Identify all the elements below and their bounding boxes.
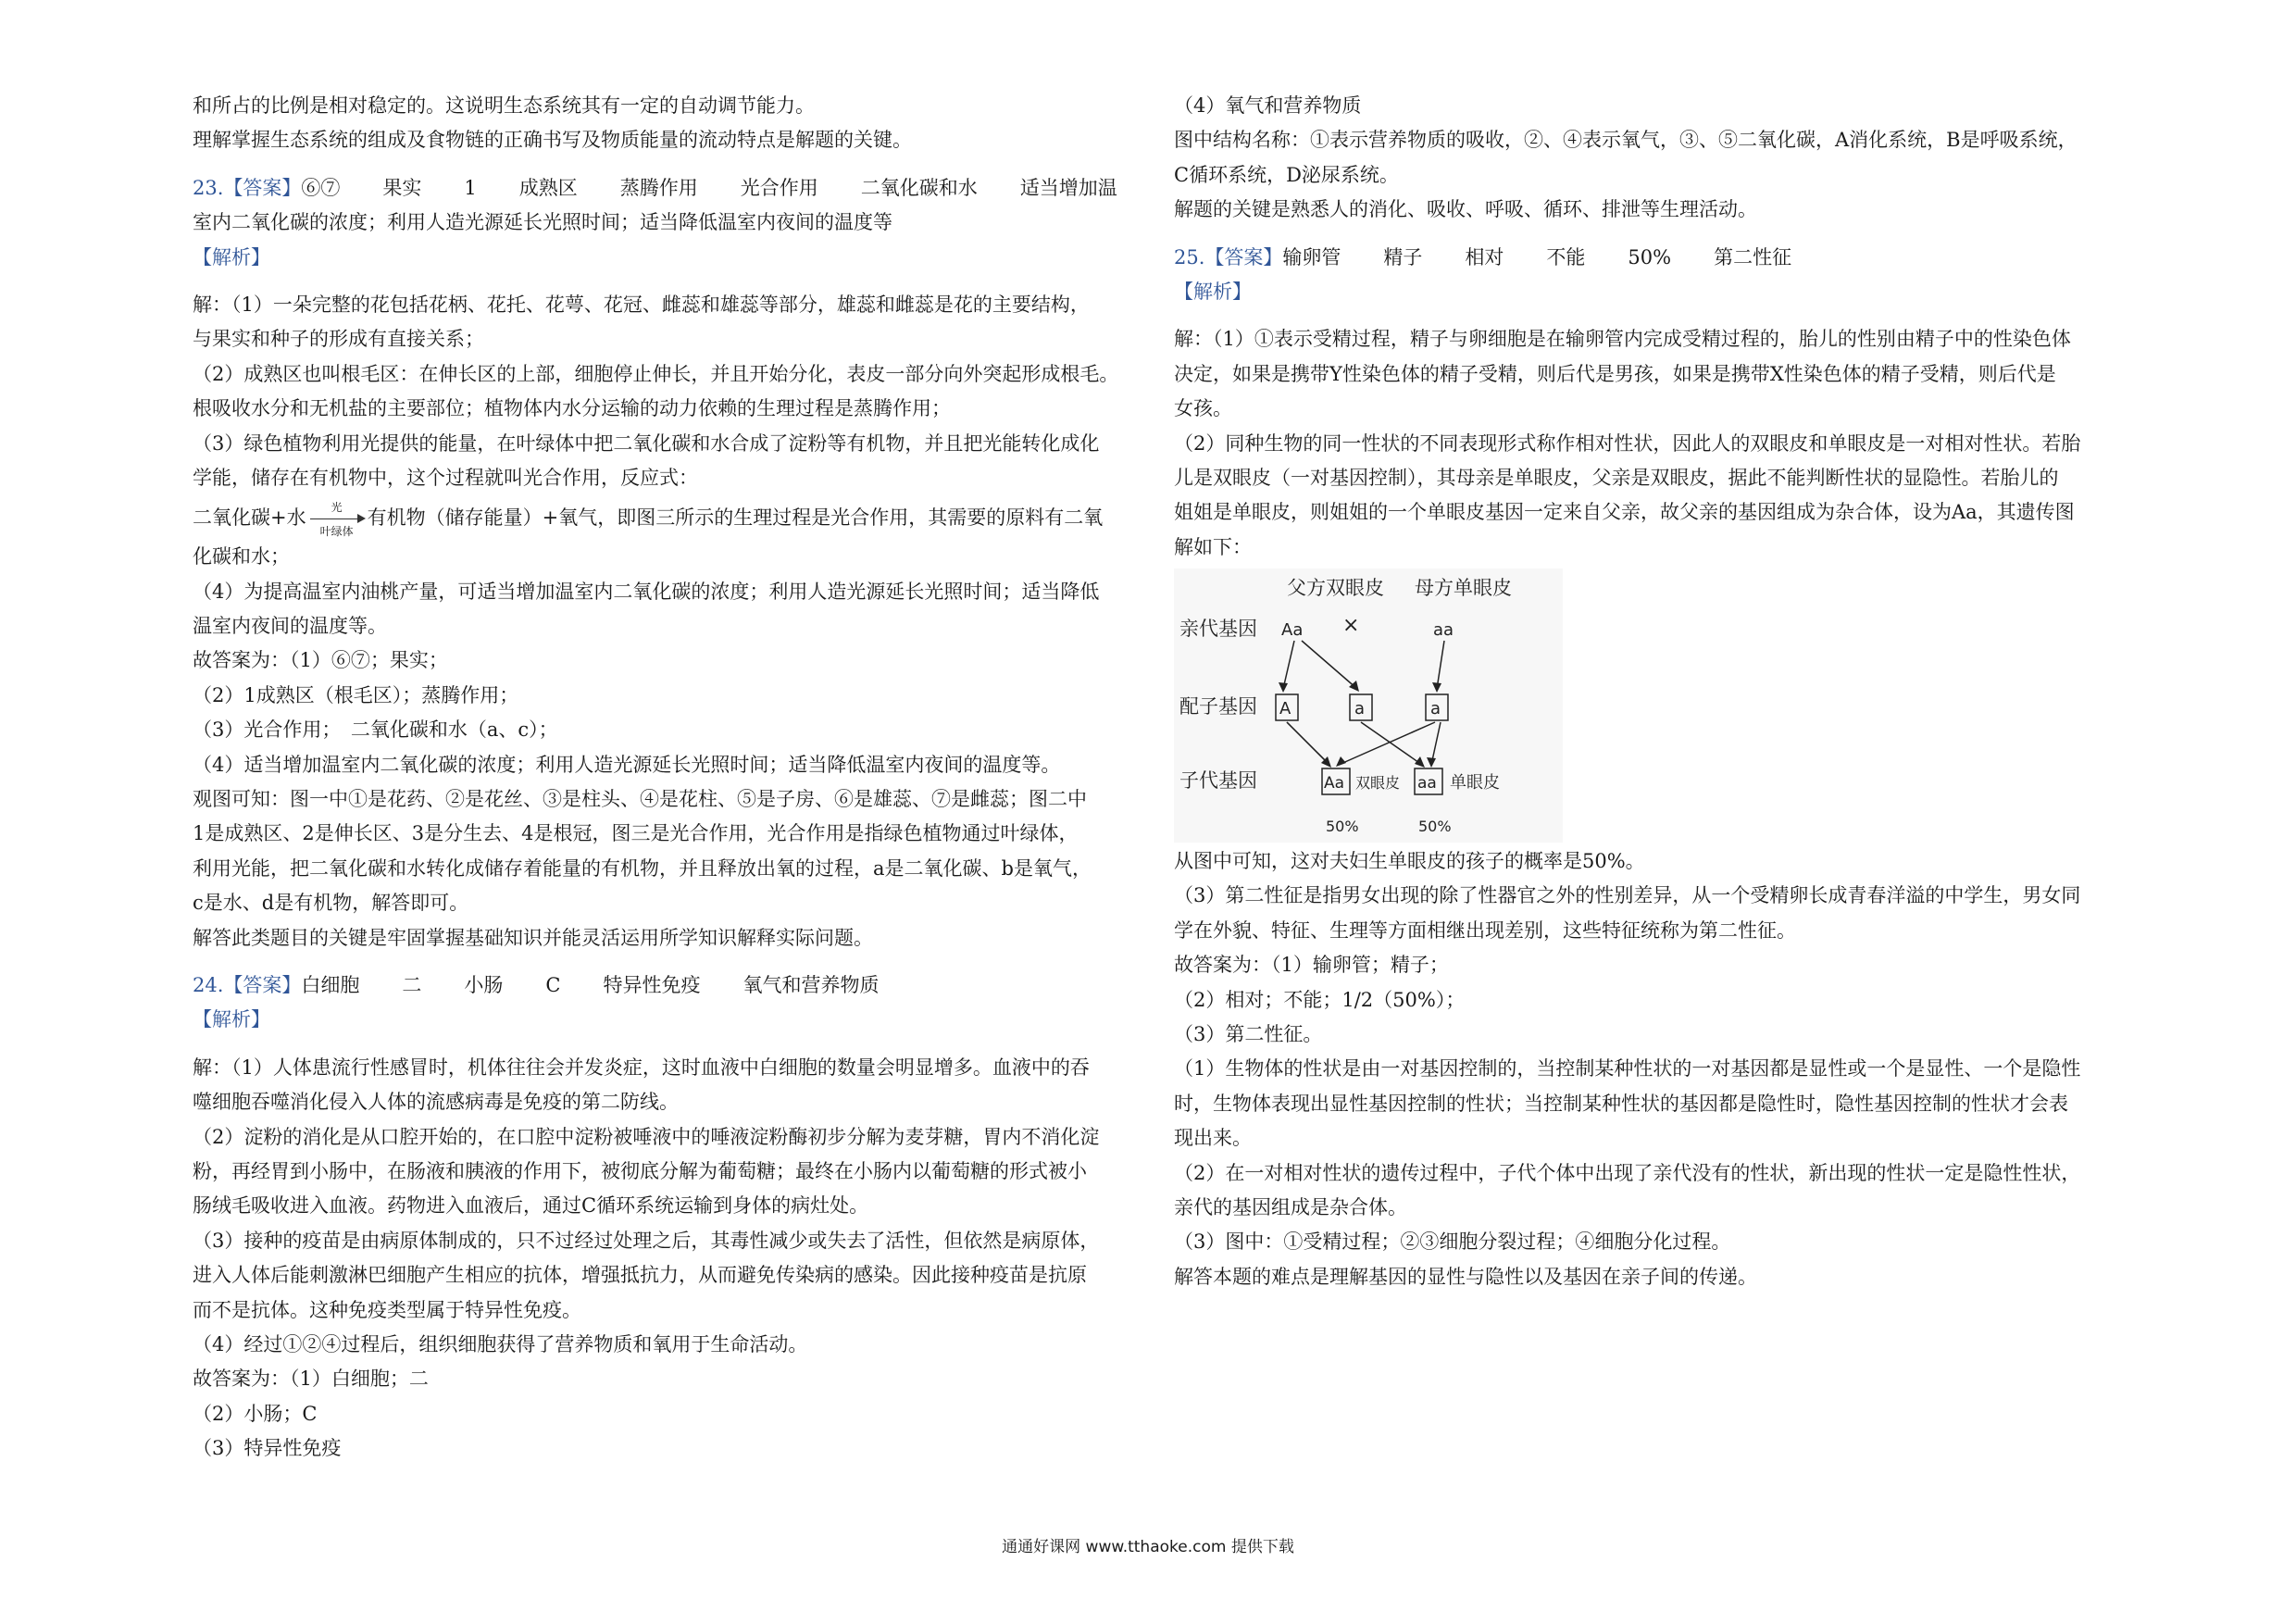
page-footer: 通通好课网 www.tthaoke.com 提供下载 (1002, 1538, 1294, 1556)
gamete-A: A (1279, 699, 1292, 719)
answer-items: 白细胞 二 小肠 C 特异性免疫 氧气和营养物质 (301, 973, 880, 996)
text-line: （3）特异性免疫 (193, 1437, 342, 1460)
gamete-row-label: 配子基因 (1179, 695, 1257, 718)
text-line: （4）氧气和营养物质 (1174, 94, 1362, 117)
analysis-tag: 【解析】 (1174, 280, 1252, 303)
reaction-arrow: 光 叶绿体 (308, 501, 366, 538)
text-line: 观图可知：图一中①是花药、②是花丝、③是柱头、④是花柱、⑤是子房、⑥是雄蕊、⑦是雌蕊；图二中 (193, 788, 1087, 811)
text-line: 根吸收水分和无机盐的主要部位；植物体内水分运输的动力依赖的生理过程是蒸腾作用； (193, 397, 951, 420)
text-line: （2）1成熟区（根毛区）；蒸腾作用； (193, 683, 519, 706)
text-line: （3）绿色植物利用光提供的能量，在叶绿体中把二氧化碳和水合成了淀粉等有机物，并且把光能转化成化 (193, 431, 1100, 455)
text-line: 图中结构名称：①表示营养物质的吸收，②、④表示氧气，③、⑤二氧化碳，A消化系统，B是呼吸系统， (1174, 129, 2078, 152)
text-line: 进入人体后能刺激淋巴细胞产生相应的抗体，增强抵抗力，从而避免传染病的感染。因此接种疫苗是抗原 (193, 1264, 1087, 1287)
mother-genotype: aa (1433, 620, 1454, 641)
child-genotype-Aa: Aa (1324, 774, 1345, 793)
text-line: 与果实和种子的形成有直接关系； (193, 328, 484, 351)
reaction-formula: 二氧化碳+水 光 叶绿体 有机物（储存能量）+氧气，即图三所示的生理过程是光合作用，其需要的原料有二氧 (193, 500, 1104, 538)
text-line: 噬细胞吞噬消化侵入人体的流感病毒是免疫的第二防线。 (193, 1091, 679, 1114)
q24-answer-line (193, 968, 1146, 1003)
parent-row-label: 亲代基因 (1179, 618, 1257, 641)
text-line: （3）第二性征。 (1174, 1023, 1323, 1046)
text-line: 肠绒毛吸收进入血液。药物进入血液后，通过C循环系统运输到身体的病灶处。 (193, 1194, 869, 1218)
mother-label: 母方单眼皮 (1415, 577, 1512, 600)
answer-tag: 【答案】 (1204, 245, 1283, 269)
text-line: （3）第二性征是指男女出现的除了性器官之外的性别差异，从一个受精卵长成青春洋溢的中学生，男女同 (1174, 884, 2081, 907)
child-genotype-aa: aa (1417, 774, 1437, 793)
analysis-tag: 【解析】 (193, 1008, 270, 1031)
answer-tag: 【答案】 (223, 973, 302, 996)
text-line: （2）在一对相对性状的遗传过程中，子代个体中出现了亲代没有的性状，新出现的性状一定是隐性性状， (1174, 1161, 2081, 1184)
child-phenotype-1: 双眼皮 (1355, 774, 1401, 793)
child-phenotype-2: 单眼皮 (1450, 773, 1500, 793)
text-line: （3）接种的疫苗是由病原体制成的，只不过经过处理之后，其毒性减少或失去了活性，但依然是病原体， (193, 1229, 1100, 1252)
text-line: （2）小肠；C (193, 1402, 318, 1425)
child-row-label: 子代基因 (1179, 769, 1257, 793)
text-line: 故答案为：（1）⑥⑦；果实； (193, 649, 448, 672)
text-line: 化碳和水； (193, 545, 290, 568)
question-number: 24. (193, 973, 224, 996)
text-line: 解：（1）①表示受精过程，精子与卵细胞是在输卵管内完成受精过程的，胎儿的性别由精子中的性染色体 (1174, 328, 2071, 351)
left-column (193, 89, 1146, 1466)
text-line: （2）同种生物的同一性状的不同表现形式称作相对性状，因此人的双眼皮和单眼皮是一对相对性状。若胎 (1174, 431, 2081, 455)
text-line: 解题的关键是熟悉人的消化、吸收、呼吸、循环、排泄等生理活动。 (1174, 198, 1757, 221)
text-line: c是水、d是有机物，解答即可。 (193, 892, 469, 915)
text-line: C循环系统，D泌尿系统。 (1174, 163, 1399, 186)
text-line: 解答此类题目的关键是牢固掌握基础知识并能灵活运用所学知识解释实际问题。 (193, 926, 873, 949)
text-line: 利用光能，把二氧化碳和水转化成储存着能量的有机物，并且释放出氧的过程，a是二氧化碳、b是氧气， (193, 856, 1092, 880)
genetic-cross-diagram (1174, 568, 1563, 843)
text-line: （4）适当增加温室内二氧化碳的浓度；利用人造光源延长光照时间；适当降低温室内夜间的温度等。 (193, 753, 1061, 776)
cross-symbol: × (1342, 614, 1360, 638)
text-line: 儿是双眼皮（一对基因控制），其母亲是单眼皮，父亲是双眼皮，据此不能判断性状的显隐性。若胎儿的 (1174, 466, 2059, 489)
child-percent-1: 50% (1326, 818, 1359, 836)
text-line: 解：（1）一朵完整的花包括花柄、花托、花萼、花冠、雌蕊和雄蕊等部分，雄蕊和雌蕊是花的主要结构， (193, 293, 1090, 316)
text-line: 决定，如果是携带Y性染色体的精子受精，则后代是男孩，如果是携带X性染色体的精子受精，则后代是 (1174, 362, 2056, 385)
text-line: （2）成熟区也叫根毛区：在伸长区的上部，细胞停止伸长，并且开始分化，表皮一部分向外突起形成根毛。 (193, 362, 1119, 385)
child-percent-2: 50% (1418, 818, 1452, 836)
text-line: 时，生物体表现出显性基因控制的性状；当控制某种性状的基因都是隐性时，隐性基因控制的性状才会表 (1174, 1092, 2068, 1115)
text-line: 粉，再经胃到小肠中，在肠液和胰液的作用下，被彻底分解为葡萄糖；最终在小肠内以葡萄糖的形式被小 (193, 1159, 1087, 1182)
text-line: （4）为提高温室内油桃产量，可适当增加温室内二氧化碳的浓度；利用人造光源延长光照时间；适当降低 (193, 580, 1100, 603)
answer-items: ⑥⑦ 果实 1 成熟区 蒸腾作用 光合作用 二氧化碳和水 适当增加温 (301, 176, 1117, 199)
answer-tag: 【答案】 (223, 176, 302, 199)
text-line: 姐姐是单眼皮，则姐姐的一个单眼皮基因一定来自父亲，故父亲的基因组成为杂合体，设为Aa，其遗传图 (1174, 501, 2075, 524)
text-line: 故答案为：（1）白细胞；二 (193, 1368, 429, 1391)
text-line: 室内二氧化碳的浓度；利用人造光源延长光照时间；适当降低温室内夜间的温度等 (193, 211, 892, 234)
gamete-a2: a (1430, 699, 1441, 719)
text-line: 理解掌握生态系统的组成及食物链的正确书写及物质能量的流动特点是解题的关键。 (193, 129, 912, 152)
question-number: 23. (193, 176, 224, 199)
text-line: 现出来。 (1174, 1127, 1252, 1150)
answer-items: 输卵管 精子 相对 不能 50% 第二性征 (1282, 245, 1792, 269)
text-line: （2）相对；不能；1/2（50%）； (1174, 988, 1466, 1011)
q23-answer-line (193, 171, 1146, 206)
father-genotype: Aa (1281, 620, 1304, 641)
question-number: 25. (1174, 245, 1205, 269)
text-line: （1）生物体的性状是由一对基因控制的，当控制某种性状的一对基因都是显性或一个是显性、一个是隐性 (1174, 1057, 2081, 1081)
text-line: 解如下： (1174, 535, 1252, 558)
text-line: 和所占的比例是相对稳定的。这说明生态系统其有一定的自动调节能力。 (193, 94, 815, 117)
text-line: 学在外貌、特征、生理等方面相继出现差别，这些特征统称为第二性征。 (1174, 918, 1796, 942)
text-line: （3）光合作用； 二氧化碳和水（a、c）； (193, 718, 558, 742)
text-line: 女孩。 (1174, 397, 1232, 420)
text-line: 1是成熟区、2是伸长区、3是分生去、4是根冠，图三是光合作用，光合作用是指绿色植物通过叶绿体， (193, 822, 1079, 845)
text-line: 亲代的基因组成是杂合体。 (1174, 1195, 1407, 1218)
q25-answer-line (1174, 241, 2123, 275)
right-column (1174, 89, 2123, 1294)
text-line: （4）经过①②④过程后，组织细胞获得了营养物质和氧用于生命活动。 (193, 1332, 808, 1355)
text-line: 从图中可知，这对夫妇生单眼皮的孩子的概率是50%。 (1174, 850, 1645, 873)
text-line: 故答案为：（1）输卵管；精子； (1174, 954, 1449, 977)
analysis-tag: 【解析】 (193, 245, 270, 269)
text-line: 温室内夜间的温度等。 (193, 615, 387, 638)
text-line: 学能，储存在有机物中，这个过程就叫光合作用，反应式： (193, 466, 698, 489)
text-line: 而不是抗体。这种免疫类型属于特异性免疫。 (193, 1298, 581, 1321)
father-label: 父方双眼皮 (1287, 577, 1384, 600)
text-line: （3）图中：①受精过程；②③细胞分裂过程；④细胞分化过程。 (1174, 1230, 1731, 1254)
text-line: （2）淀粉的消化是从口腔开始的，在口腔中淀粉被唾液中的唾液淀粉酶初步分解为麦芽糖，胃内不消化淀 (193, 1125, 1100, 1148)
text-line: 解答本题的难点是理解基因的显性与隐性以及基因在亲子间的传递。 (1174, 1265, 1757, 1288)
genetic-cross-svg (1174, 568, 1563, 843)
gamete-a1: a (1354, 699, 1366, 719)
text-line: 解：（1）人体患流行性感冒时，机体往往会并发炎症，这时血液中白细胞的数量会明显增多。血液中的吞 (193, 1056, 1090, 1079)
